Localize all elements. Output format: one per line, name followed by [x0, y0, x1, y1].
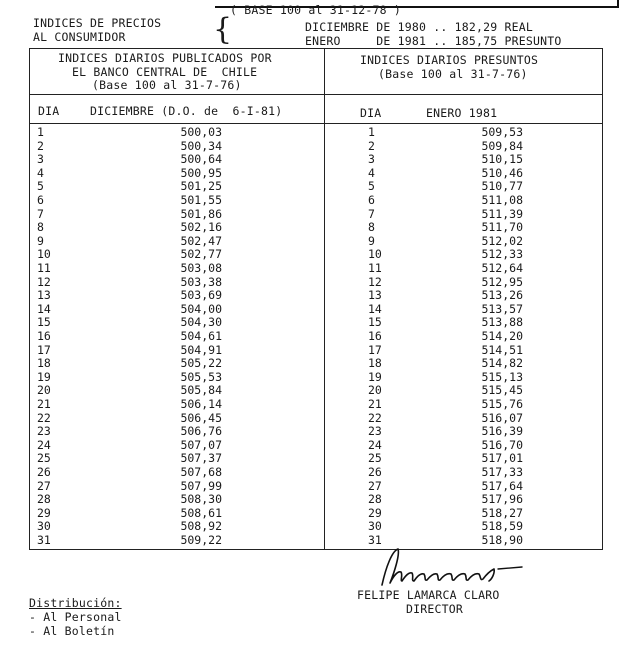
january-day: 4: [368, 165, 375, 180]
december-day: 26: [37, 465, 51, 479]
january-value: 512,33: [481, 247, 523, 262]
december-value: 503,38: [180, 274, 222, 289]
december-day: 22: [37, 410, 51, 425]
december-value: 508,61: [180, 505, 222, 520]
base-line: ( BASE 100 al 31-12-78 ): [230, 3, 401, 17]
january-value: 512,02: [481, 233, 523, 248]
december-value: 504,00: [180, 301, 222, 316]
january-day: 17: [368, 342, 382, 357]
december-day: 27: [37, 478, 51, 493]
december-value: 501,55: [180, 193, 222, 207]
december-day: 31: [37, 533, 51, 547]
december-value: 506,45: [180, 410, 222, 425]
signer-name: FELIPE LAMARCA CLARO: [357, 588, 500, 602]
december-value: 500,95: [180, 165, 222, 180]
december-day: 5: [37, 179, 44, 194]
december-day: 14: [37, 301, 51, 316]
january-day: 20: [368, 383, 382, 398]
january-value: 510,15: [481, 152, 523, 167]
brace-symbol: {: [213, 12, 233, 47]
january-value: 514,82: [481, 356, 523, 371]
december-day: 15: [37, 315, 51, 330]
january-value: 516,70: [481, 437, 523, 452]
right-header-line-1: INDICES DIARIOS PRESUNTOS: [360, 53, 539, 67]
december-value: 506,14: [180, 397, 222, 411]
january-value: 518,27: [481, 505, 523, 520]
december-value: 504,30: [180, 315, 222, 330]
december-value: 505,22: [180, 356, 222, 371]
december-value: 507,37: [180, 451, 222, 466]
december-value: 502,47: [180, 233, 222, 248]
january-day: 8: [368, 220, 375, 235]
january-value: 511,39: [481, 206, 523, 221]
january-day: 19: [368, 369, 382, 384]
december-day: 1: [37, 125, 44, 139]
january-value: 517,01: [481, 451, 523, 466]
right-line-2: ENERO DE 1981 .. 185,75 PRESUNTO: [305, 34, 562, 48]
january-day: 6: [368, 193, 375, 207]
right-col-label: ENERO 1981: [426, 106, 498, 120]
january-day: 18: [368, 356, 382, 371]
january-value: 517,33: [481, 465, 523, 479]
december-day: 13: [37, 288, 51, 303]
january-value: 514,20: [481, 329, 523, 343]
december-value: 505,84: [180, 383, 222, 398]
december-value: 500,34: [180, 138, 222, 153]
january-value: 515,13: [481, 369, 523, 384]
january-value: 509,53: [481, 125, 523, 139]
january-value: 510,77: [481, 179, 523, 194]
december-day: 30: [37, 519, 51, 534]
january-day: 28: [368, 492, 382, 507]
december-day: 20: [37, 383, 51, 398]
december-value: 504,61: [180, 329, 222, 343]
left-header-line-3: (Base 100 al 31-7-76): [92, 78, 242, 92]
december-day: 3: [37, 152, 44, 167]
left-title-line-2: AL CONSUMIDOR: [33, 30, 126, 44]
january-day: 26: [368, 465, 382, 479]
december-value: 503,69: [180, 288, 222, 303]
january-value: 512,64: [481, 261, 523, 275]
january-day: 2: [368, 138, 375, 153]
january-day: 25: [368, 451, 382, 466]
december-day: 10: [37, 247, 51, 262]
january-day: 16: [368, 329, 382, 343]
december-value: 501,25: [180, 179, 222, 194]
january-day: 11: [368, 261, 382, 275]
january-value: 509,84: [481, 138, 523, 153]
december-value: 508,30: [180, 492, 222, 507]
table-header-rule: [29, 94, 603, 95]
january-day: 7: [368, 206, 375, 221]
december-day: 18: [37, 356, 51, 371]
january-day: 15: [368, 315, 382, 330]
signature-image: [376, 545, 536, 590]
december-day: 11: [37, 261, 51, 275]
december-day: 23: [37, 424, 51, 439]
january-value: 513,26: [481, 288, 523, 303]
december-day: 29: [37, 505, 51, 520]
january-value: 515,76: [481, 397, 523, 411]
right-header-line-2: (Base 100 al 31-7-76): [378, 67, 528, 81]
distribution-item-1: - Al Personal: [29, 610, 122, 624]
january-value: 512,95: [481, 274, 523, 289]
left-header-line-2: EL BANCO CENTRAL DE CHILE: [72, 65, 258, 79]
december-value: 508,92: [180, 519, 222, 534]
right-line-1: DICIEMBRE DE 1980 .. 182,29 REAL: [305, 20, 533, 34]
january-value: 516,07: [481, 410, 523, 425]
december-day: 28: [37, 492, 51, 507]
december-day: 24: [37, 437, 51, 452]
january-value: 514,51: [481, 342, 523, 357]
january-day: 14: [368, 301, 382, 316]
distribution-item-2: - Al Boletín: [29, 624, 115, 638]
january-day: 12: [368, 274, 382, 289]
january-value: 517,64: [481, 478, 523, 493]
january-value: 516,39: [481, 424, 523, 439]
december-day: 17: [37, 342, 51, 357]
december-value: 507,07: [180, 437, 222, 452]
december-value: 507,68: [180, 465, 222, 479]
right-col-dia: DIA: [360, 106, 382, 120]
december-day: 7: [37, 206, 44, 221]
december-value: 503,08: [180, 261, 222, 275]
distribution-label: Distribución:: [29, 596, 122, 610]
december-day: 19: [37, 369, 51, 384]
january-day: 22: [368, 410, 382, 425]
january-day: 21: [368, 397, 382, 411]
january-value: 515,45: [481, 383, 523, 398]
december-value: 507,99: [180, 478, 222, 493]
december-value: 502,16: [180, 220, 222, 235]
signer-title: DIRECTOR: [406, 602, 463, 616]
left-title-line-1: INDICES DE PRECIOS: [33, 16, 162, 30]
january-day: 24: [368, 437, 382, 452]
january-value: 518,59: [481, 519, 523, 534]
december-value: 504,91: [180, 342, 222, 357]
january-day: 13: [368, 288, 382, 303]
january-value: 517,96: [481, 492, 523, 507]
january-day: 27: [368, 478, 382, 493]
table-column-rule: [29, 123, 603, 124]
december-value: 502,77: [180, 247, 222, 262]
december-value: 501,86: [180, 206, 222, 221]
january-value: 518,90: [481, 533, 523, 547]
december-value: 506,76: [180, 424, 222, 439]
january-day: 1: [368, 125, 375, 139]
january-day: 31: [368, 533, 382, 547]
january-day: 23: [368, 424, 382, 439]
january-value: 513,88: [481, 315, 523, 330]
december-value: 505,53: [180, 369, 222, 384]
december-day: 25: [37, 451, 51, 466]
january-day: 3: [368, 152, 375, 167]
left-col-label: DICIEMBRE (D.O. de 6-I-81): [90, 104, 283, 118]
january-day: 10: [368, 247, 382, 262]
december-day: 16: [37, 329, 51, 343]
december-day: 12: [37, 274, 51, 289]
january-day: 9: [368, 233, 375, 248]
december-day: 6: [37, 193, 44, 207]
december-day: 4: [37, 165, 44, 180]
january-value: 510,46: [481, 165, 523, 180]
december-value: 500,64: [180, 152, 222, 167]
january-day: 29: [368, 505, 382, 520]
january-value: 511,70: [481, 220, 523, 235]
january-value: 511,08: [481, 193, 523, 207]
january-value: 513,57: [481, 301, 523, 316]
december-day: 9: [37, 233, 44, 248]
left-col-dia: DIA: [38, 104, 60, 118]
december-day: 2: [37, 138, 44, 153]
left-header-line-1: INDICES DIARIOS PUBLICADOS POR: [58, 51, 272, 65]
january-day: 5: [368, 179, 375, 194]
december-value: 509,22: [180, 533, 222, 547]
january-day: 30: [368, 519, 382, 534]
december-day: 8: [37, 220, 44, 235]
december-day: 21: [37, 397, 51, 411]
december-value: 500,03: [180, 125, 222, 139]
